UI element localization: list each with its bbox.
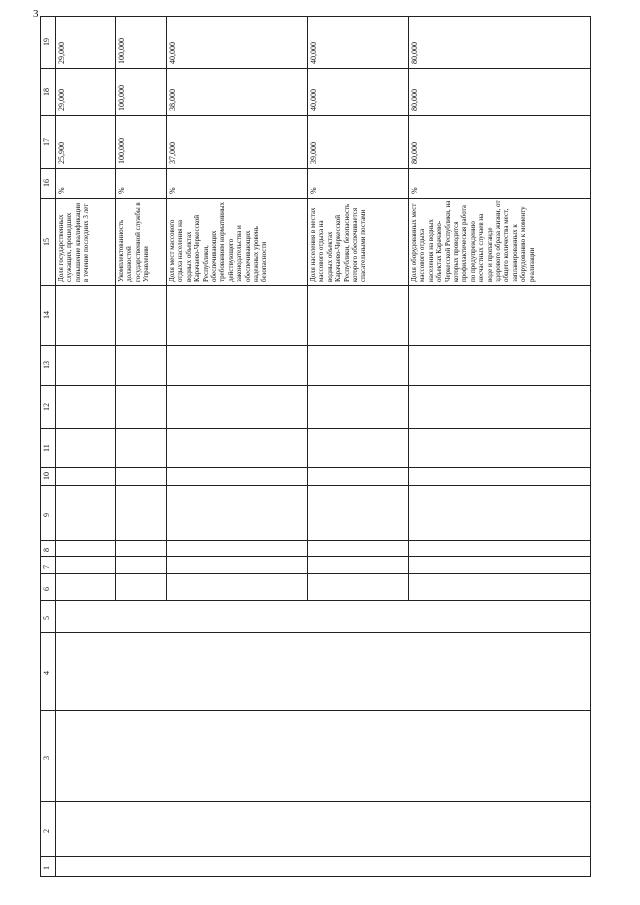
row-3-indicator: Доля мест массового отдыха населения на водных объектах Карачаево-Черкесской Республики, обеспечивающих требованиям нормативных действующего законодательства и обеспечивающих надежных уровень безопасности [168, 201, 269, 282]
column-number-2: 2 [42, 828, 51, 833]
row-4-unit: % [309, 187, 318, 194]
column-number-4: 4 [42, 671, 51, 675]
row-4-indicator: Доля населения в местах массового отдыха на водных объектах Карачаево-Черкесской Республики, безопасность которого обеспечивается спасательными постами [309, 203, 368, 282]
header-row-divider [55, 16, 56, 876]
column-number-15: 15 [42, 237, 51, 246]
row-2-col18-value: 100,000 [117, 85, 126, 111]
column-divider [40, 428, 591, 429]
column-divider [40, 556, 591, 557]
column-divider [40, 285, 591, 286]
row-divider [307, 16, 308, 600]
column-number-9: 9 [42, 512, 51, 517]
column-divider [40, 856, 591, 857]
row-3-unit: % [168, 187, 177, 194]
column-divider [40, 632, 591, 633]
row-5-col17-value: 80,000 [410, 142, 419, 164]
column-number-19: 19 [42, 38, 51, 46]
column-number-17: 17 [42, 137, 51, 146]
row-divider [408, 16, 409, 600]
row-5-col19-value: 80,000 [410, 42, 419, 64]
row-5-unit: % [410, 187, 419, 194]
column-number-11: 11 [42, 443, 51, 452]
row-4-col19-value: 40,000 [309, 42, 318, 64]
row-2-col17-value: 100,000 [117, 138, 126, 164]
column-divider [40, 801, 591, 802]
column-number-1: 1 [42, 866, 51, 870]
column-number-14: 14 [42, 311, 51, 319]
column-divider [40, 600, 591, 601]
table-border-left [40, 16, 41, 876]
row-2-unit: % [117, 187, 126, 194]
column-divider [40, 68, 591, 69]
row-2-indicator: Укомплектованность должностей государственной службы в Управлении [117, 202, 151, 282]
row-divider [166, 16, 167, 600]
column-divider [40, 345, 591, 346]
column-number-3: 3 [42, 755, 51, 760]
table-border-bottom [40, 876, 591, 877]
row-5-col18-value: 80,000 [410, 89, 419, 111]
row-4-col18-value: 40,000 [309, 89, 318, 111]
row-1-col17-value: 25,900 [57, 142, 66, 164]
row-1-unit: % [57, 187, 66, 194]
page-number: 3 [33, 8, 39, 20]
row-1-indicator: Доля государственных служащих, прошедших повышение квалификации в течение последних 3 лет [57, 202, 91, 282]
row-4-col17-value: 39,000 [309, 142, 318, 164]
column-number-13: 13 [42, 361, 51, 369]
column-number-8: 8 [42, 548, 51, 552]
row-3-col18-value: 38,000 [168, 89, 177, 111]
column-divider [40, 573, 591, 574]
column-number-5: 5 [42, 616, 51, 620]
row-divider [115, 16, 116, 600]
column-number-12: 12 [42, 402, 51, 411]
column-divider [40, 115, 591, 116]
row-1-col18-value: 29,000 [57, 89, 66, 111]
row-1-col19-value: 29,000 [57, 42, 66, 64]
column-divider [40, 540, 591, 541]
table-border-right [590, 16, 591, 876]
column-number-16: 16 [42, 179, 51, 187]
row-3-col17-value: 37,000 [168, 142, 177, 164]
column-divider [40, 467, 591, 468]
table-border-top [40, 16, 591, 17]
column-divider [40, 485, 591, 486]
row-5-indicator: Доля оборудованных мест массового отдыха населения на водных объектах Карачаево-Черкесской Республики, на которых проводится профилактическая работа по предупреждению несчастных случаев на воде и пропаганде здорового образа жизни, от общего количества мест, запланированных к оборудованию к моменту реализации [410, 200, 536, 282]
column-number-10: 10 [42, 472, 51, 480]
column-number-7: 7 [42, 564, 51, 569]
column-number-6: 6 [42, 586, 51, 591]
column-divider [40, 385, 591, 386]
column-number-18: 18 [42, 87, 51, 96]
column-divider [40, 168, 591, 169]
column-divider [40, 710, 591, 711]
column-divider [40, 198, 591, 199]
row-3-col19-value: 40,000 [168, 42, 177, 64]
row-2-col19-value: 100,000 [117, 38, 126, 64]
